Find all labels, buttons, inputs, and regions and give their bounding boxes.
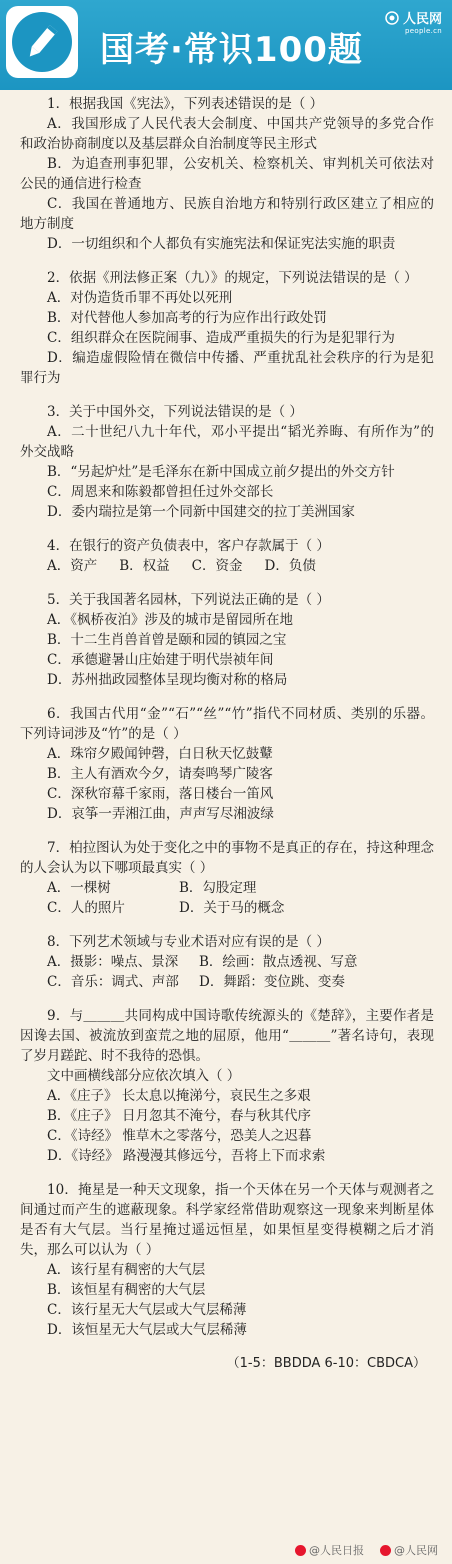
answer-option: D．哀筝一弄湘江曲，声声写尽湘波绿 <box>47 806 274 822</box>
answer-option: A．《庄子》 长太息以掩涕兮，哀民生之多艰 <box>47 1088 311 1104</box>
answer-option: A．对伪造货币罪不再处以死刑 <box>47 290 233 306</box>
question-stem: 10．掩星是一种天文现象，指一个天体在另一个天体与观测者之间通过而产生的遮蔽现象。科学家经常借助观察这一现象来判断星体是否有大气层。当行星掩过遥远恒星，如果恒星变得模糊之后才消失，那么可以认为（ ） <box>20 1182 434 1258</box>
answer-option: D．《诗经》 路漫漫其修远兮，吾将上下而求索 <box>47 1148 326 1164</box>
weibo-tag-1 <box>295 1542 364 1558</box>
question-stem: 5．关于我国著名园林，下列说法正确的是（ ） <box>47 592 330 608</box>
answer-option: A．资产 <box>47 558 98 574</box>
weibo-handle-2: @人民网 <box>394 1544 438 1557</box>
answer-option-row <box>20 878 434 898</box>
answer-option: A．我国形成了人民代表大会制度、中国共产党领导的多党合作和政治协商制度以及基层群众自治制度等民主形式 <box>20 116 434 152</box>
answer-option: A．二十世纪八九十年代，邓小平提出“韬光养晦、有所作为”的外交战略 <box>20 424 434 460</box>
answer-option: D．一切组织和个人都负有实施宪法和保证宪法实施的职责 <box>47 236 396 252</box>
answer-option-row <box>20 952 434 972</box>
answer-option: D．编造虚假险情在微信中传播、严重扰乱社会秩序的行为是犯罪行为 <box>20 350 434 386</box>
weibo-icon <box>380 1545 391 1556</box>
answer-option: C．我国在普通地方、民族自治地方和特别行政区建立了相应的地方制度 <box>20 196 434 232</box>
question-6 <box>20 704 434 824</box>
answer-option: C．深秋帘幕千家雨，落日楼台一笛风 <box>47 786 274 802</box>
answer-option: C．音乐：调式、声部 <box>47 974 179 990</box>
answer-option: C．承德避暑山庄始建于明代崇祯年间 <box>47 652 274 668</box>
answer-option: A．一棵树 <box>47 880 111 896</box>
weibo-icon <box>295 1545 306 1556</box>
answer-option: D．该恒星无大气层或大气层稀薄 <box>47 1322 247 1338</box>
answer-option: D．关于马的概念 <box>179 900 285 916</box>
question-8 <box>20 932 434 992</box>
answer-option: B．勾股定理 <box>179 880 257 896</box>
question-2 <box>20 268 434 388</box>
brand-mark-icon <box>385 11 399 25</box>
answer-option: B．为追查刑事犯罪，公安机关、检察机关、审判机关可依法对公民的通信进行检查 <box>20 156 434 192</box>
brand-domain: people.cn <box>405 27 442 35</box>
answer-option: D．舞蹈：变位跳、变奏 <box>199 974 345 990</box>
answer-option: B．该恒星有稠密的大气层 <box>47 1282 206 1298</box>
answer-option: C．周恩来和陈毅都曾担任过外交部长 <box>47 484 274 500</box>
brand-name: 人民网 <box>402 12 442 27</box>
page-title: 国考·常识100题 <box>100 30 363 70</box>
answer-option: C．人的照片 <box>47 900 125 916</box>
question-7 <box>20 838 434 918</box>
question-9 <box>20 1006 434 1166</box>
brand-logo <box>385 8 442 35</box>
answer-key: （1-5：BBDDA 6-10：CBDCA） <box>226 1356 426 1371</box>
answer-option-row <box>20 898 434 918</box>
answer-option: C．资金 <box>191 558 243 574</box>
question-stem: 3．关于中国外交，下列说法错误的是（ ） <box>47 404 303 420</box>
question-stem: 2．依据《刑法修正案（九）》的规定，下列说法错误的是（ ） <box>47 270 418 286</box>
answer-option: B．“另起炉灶”是毛泽东在新中国成立前夕提出的外交方针 <box>47 464 395 480</box>
question-list <box>0 90 452 1374</box>
question-stem: 7．柏拉图认为处于变化之中的事物不是真正的存在，持这种理念的人会认为以下哪项最真实（ ） <box>20 840 434 876</box>
answer-option-row <box>20 556 434 576</box>
question-1 <box>20 94 434 254</box>
answer-option: B．十二生肖兽首曾是颐和园的镇园之宝 <box>47 632 287 648</box>
answer-option: B．权益 <box>119 558 170 574</box>
answer-option: B．《庄子》 日月忽其不淹兮，春与秋其代序 <box>47 1108 311 1124</box>
answer-option: C．《诗经》 惟草木之零落兮，恐美人之迟暮 <box>47 1128 312 1144</box>
question-stem: 9．与＿＿＿共同构成中国诗歌传统源头的《楚辞》，主要作者是因谗去国、被流放到蛮荒之地的屈原，他用“＿＿＿”著名诗句，表现了岁月蹉跎、时不我待的恐惧。 <box>20 1008 434 1064</box>
pencil-logo <box>6 6 78 78</box>
footer-watermark <box>0 1542 452 1558</box>
answer-option: B．对代替他人参加高考的行为应作出行政处罚 <box>47 310 327 326</box>
question-3 <box>20 402 434 522</box>
answer-option: D．委内瑞拉是第一个同新中国建交的拉丁美洲国家 <box>47 504 355 520</box>
answer-option: B．绘画：散点透视、写意 <box>199 954 358 970</box>
answer-option: B．主人有酒欢今夕，请奏鸣琴广陵客 <box>47 766 273 782</box>
header-banner <box>0 0 452 90</box>
answer-option-row <box>20 972 434 992</box>
question-stem: 4．在银行的资产负债表中，客户存款属于（ ） <box>47 538 330 554</box>
answer-option: C．组织群众在医院闹事、造成严重损失的行为是犯罪行为 <box>47 330 395 346</box>
answer-option: A．摄影：噪点、景深 <box>47 954 179 970</box>
question-prompt: 文中画横线部分应依次填入（ ） <box>47 1068 241 1084</box>
weibo-handle-1: @人民日报 <box>309 1544 364 1557</box>
answer-option: A．《枫桥夜泊》涉及的城市是留园所在地 <box>47 612 293 628</box>
pencil-icon <box>12 12 72 72</box>
question-stem: 8．下列艺术领域与专业术语对应有误的是（ ） <box>47 934 330 950</box>
answer-option: D．苏州拙政园整体呈现均衡对称的格局 <box>47 672 288 688</box>
answer-option: A．该行星有稠密的大气层 <box>47 1262 206 1278</box>
weibo-tag-2 <box>380 1542 438 1558</box>
answer-option: D．负债 <box>264 558 316 574</box>
question-4 <box>20 536 434 576</box>
answer-option: C．该行星无大气层或大气层稀薄 <box>47 1302 247 1318</box>
question-10 <box>20 1180 434 1340</box>
answer-option: A．珠帘夕殿闻钟磬，白日秋天忆鼓鼙 <box>47 746 273 762</box>
question-5 <box>20 590 434 690</box>
question-stem: 6．我国古代用“金”“石”“丝”“竹”指代不同材质、类别的乐器。下列诗词涉及“竹”的是（ ） <box>20 706 434 742</box>
question-stem: 1．根据我国《宪法》，下列表述错误的是（ ） <box>47 96 324 112</box>
